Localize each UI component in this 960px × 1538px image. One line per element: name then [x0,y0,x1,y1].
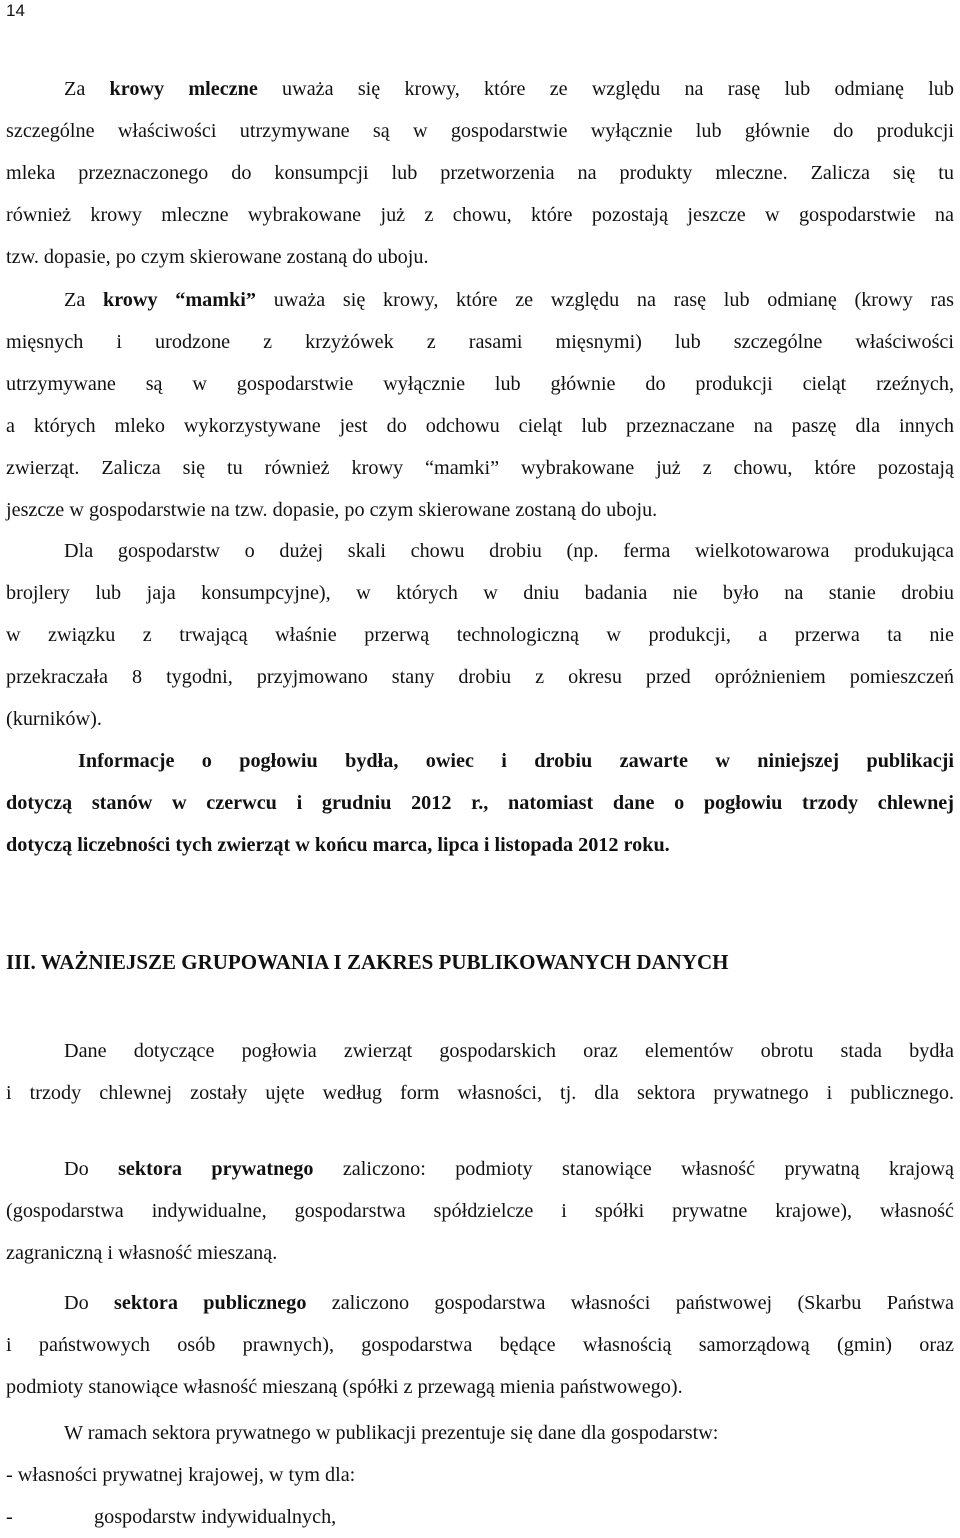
text-line: szczególne właściwości utrzymywane są w gospodarstwie wyłącznie lub głównie do produkcji [6,120,954,142]
text-line: (gospodarstwa indywidualne, gospodarstwa spółdzielcze i spółki prywatne krajowe), własność [6,1200,954,1222]
text-line: jeszcze w gospodarstwie na tzw. dopasie, po czym skierowane zostaną do uboju. [6,499,658,521]
list-item: - gospodarstw indywidualnych, [6,1506,337,1528]
text-line: w związku z trwającą właśnie przerwą technologiczną w produkcji, a przerwa ta nie [6,624,954,646]
text-line: podmioty stanowiące własność mieszaną (spółki z przewagą mienia państwowego). [6,1376,683,1398]
text-line: i trzody chlewnej zostały ujęte według form własności, tj. dla sektora prywatnego i publicznego. [6,1082,954,1104]
text-line: dotyczą stanów w czerwcu i grudniu 2012 r., natomiast dane o pogłowiu trzody chlewnej [6,792,954,814]
term-suckler-cows: krowy “mamki” [102,289,257,311]
paragraph-poultry-farms [6,530,954,740]
term-public-sector: sektora publicznego [114,1292,307,1314]
text-line: a których mleko wykorzystywane jest do odchowu cieląt lub przeznaczane na paszę dla innych [6,415,954,437]
text-line: brojlery lub jaja konsumpcyjne), w których w dniu badania nie było na stanie drobiu [6,582,954,604]
list-item: - własności prywatnej krajowej, w tym dla: [6,1464,356,1486]
text-line: i państwowych osób prawnych), gospodarstwa będące własnością samorządową (gmin) oraz [6,1334,954,1356]
text-line: Do sektora publicznego zaliczono gospodarstwa własności państwowej (Skarbu Państwa [64,1292,954,1314]
text-line: również krowy mleczne wybrakowane już z chowu, które pozostają jeszcze w gospodarstwie na [6,204,954,226]
paragraph-private-sector [6,1148,954,1274]
paragraph-suckler-cows [6,279,954,531]
term-dairy-cows: krowy mleczne [109,78,258,100]
term-private-sector: sektora prywatnego [118,1158,314,1180]
paragraph-ownership-forms [6,1030,954,1114]
page-number: 14 [6,1,25,20]
text-line: Dane dotyczące pogłowia zwierząt gospodarskich oraz elementów obrotu stada bydła [64,1040,954,1062]
text-line: Za krowy “mamki” uważa się krowy, które ze względu na rasę lub odmianę (krowy ras [64,289,954,311]
text-line: przekraczała 8 tygodni, przyjmowano stany drobiu z okresu przed opróżnieniem pomieszczeń [6,666,954,688]
text-line: (kurników). [6,708,102,730]
paragraph-public-sector [6,1282,954,1408]
text-line: Informacje o pogłowiu bydła, owiec i drobiu zawarte w niniejszej publikacji [78,750,954,772]
paragraph-reference-dates [6,740,954,866]
text-line: W ramach sektora prywatnego w publikacji prezentuje się dane dla gospodarstw: [64,1422,719,1444]
section-heading: III. WAŻNIEJSZE GRUPOWANIA I ZAKRES PUBLIKOWANYCH DANYCH [6,950,729,974]
paragraph-dairy-cows [6,68,954,278]
text-line: Dla gospodarstw o dużej skali chowu drobiu (np. ferma wielkotowarowa produkująca [64,540,954,562]
text-line: utrzymywane są w gospodarstwie wyłącznie lub głównie do produkcji cieląt rzeźnych, [6,373,954,395]
text-line: Za krowy mleczne uważa się krowy, które ze względu na rasę lub odmianę lub [64,78,954,100]
text-line: zwierząt. Zalicza się tu również krowy “mamki” wybrakowane już z chowu, które pozostają [6,457,954,479]
text-line: tzw. dopasie, po czym skierowane zostaną do uboju. [6,246,429,268]
text-line: zagraniczną i własność mieszaną. [6,1242,278,1264]
text-line: Do sektora prywatnego zaliczono: podmioty stanowiące własność prywatną krajową [64,1158,954,1180]
paragraph-private-sector-breakdown [6,1412,954,1538]
text-line: mleka przeznaczonego do konsumpcji lub przetworzenia na produkty mleczne. Zalicza się tu [6,162,954,184]
text-line: dotyczą liczebności tych zwierząt w końcu marca, lipca i listopada 2012 roku. [6,834,670,856]
text-line: mięsnych i urodzone z krzyżówek z rasami mięsnymi) lub szczególne właściwości [6,331,954,353]
